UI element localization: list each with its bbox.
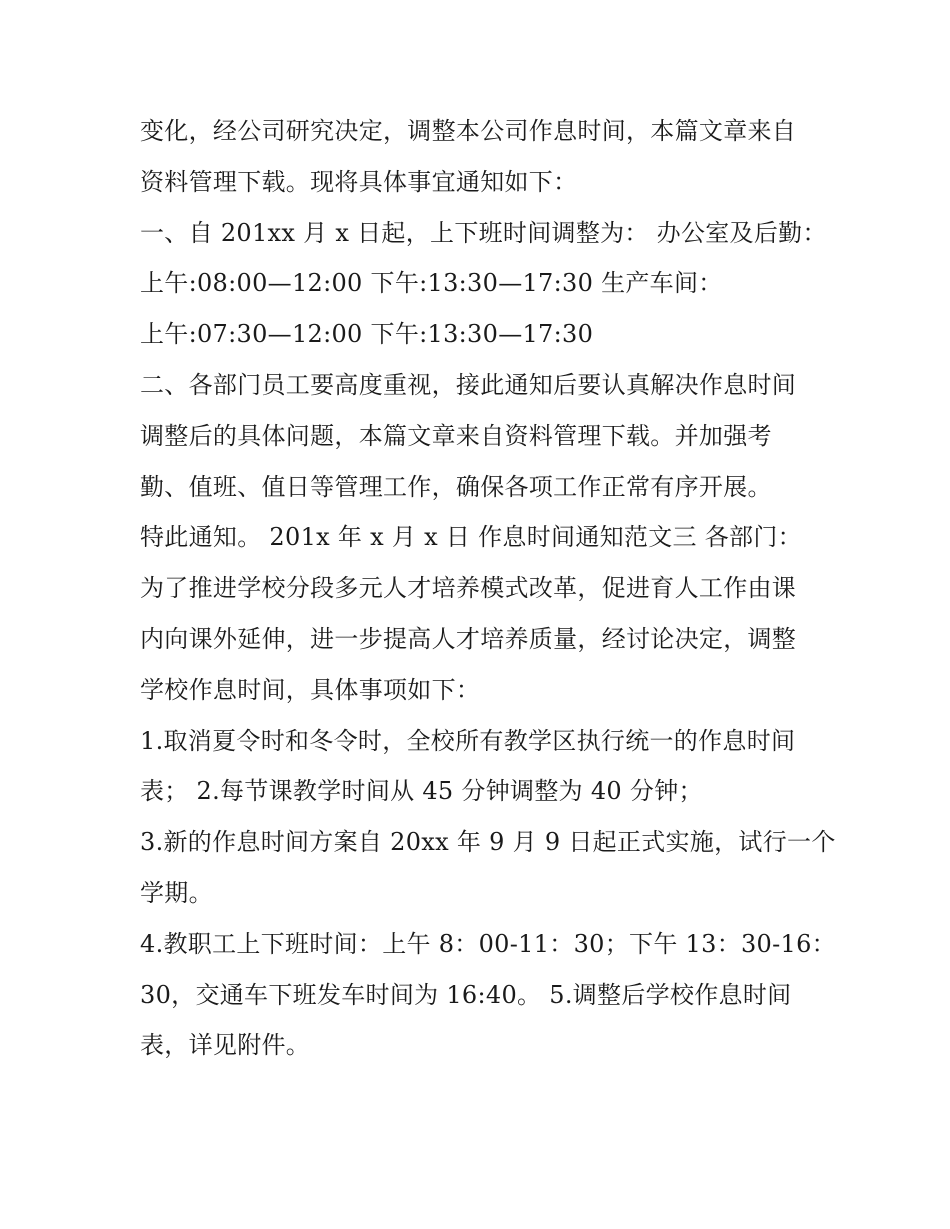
body-line-3: 一、自 201xx 月 x 日起，上下班时间调整为： 办公室及后勤： [140, 218, 827, 247]
body-line-11: 内向课外延伸，进一步提高人才培养质量，经讨论决定，调整 [140, 624, 797, 653]
body-line-17: 4.教职工上下班时间：上午 8：00-11：30；下午 13：30-16： [140, 929, 836, 958]
body-line-4: 上午:08:00—12:00 下午:13:30—17:30 生产车间： [140, 269, 723, 298]
body-line-14: 表； 2.每节课教学时间从 45 分钟调整为 40 分钟； [140, 777, 703, 806]
body-line-1: 变化，经公司研究决定，调整本公司作息时间，本篇文章来自 [140, 117, 797, 145]
body-line-2: 资料管理下载。现将具体事宜通知如下： [140, 167, 578, 196]
body-line-9: 特此通知。 201x 年 x 月 x 日 作息时间通知范文三 各部门： [140, 523, 802, 552]
body-line-16: 学期。 [140, 878, 213, 907]
body-line-8: 勤、值班、值日等管理工作，确保各项工作正常有序开展。 [140, 472, 772, 501]
body-line-18: 30，交通车下班发车时间为 16:40。 5.调整后学校作息时间 [140, 980, 792, 1009]
body-line-5: 上午:07:30—12:00 下午:13:30—17:30 [140, 320, 594, 349]
body-line-6: 二、各部门员工要高度重视，接此通知后要认真解决作息时间 [140, 370, 797, 399]
body-line-15: 3.新的作息时间方案自 20xx 年 9 月 9 日起正式实施，试行一个 [140, 828, 836, 857]
body-line-12: 学校作息时间，具体事项如下： [140, 675, 481, 704]
body-line-7: 调整后的具体问题，本篇文章来自资料管理下载。并加强考 [140, 421, 772, 450]
document-body [140, 106, 836, 1071]
body-line-10: 为了推进学校分段多元人才培养模式改革，促进育人工作由课 [140, 574, 797, 603]
body-line-19: 表，详见附件。 [140, 1031, 311, 1060]
body-line-13: 1.取消夏令时和冬令时，全校所有教学区执行统一的作息时间 [140, 726, 796, 755]
